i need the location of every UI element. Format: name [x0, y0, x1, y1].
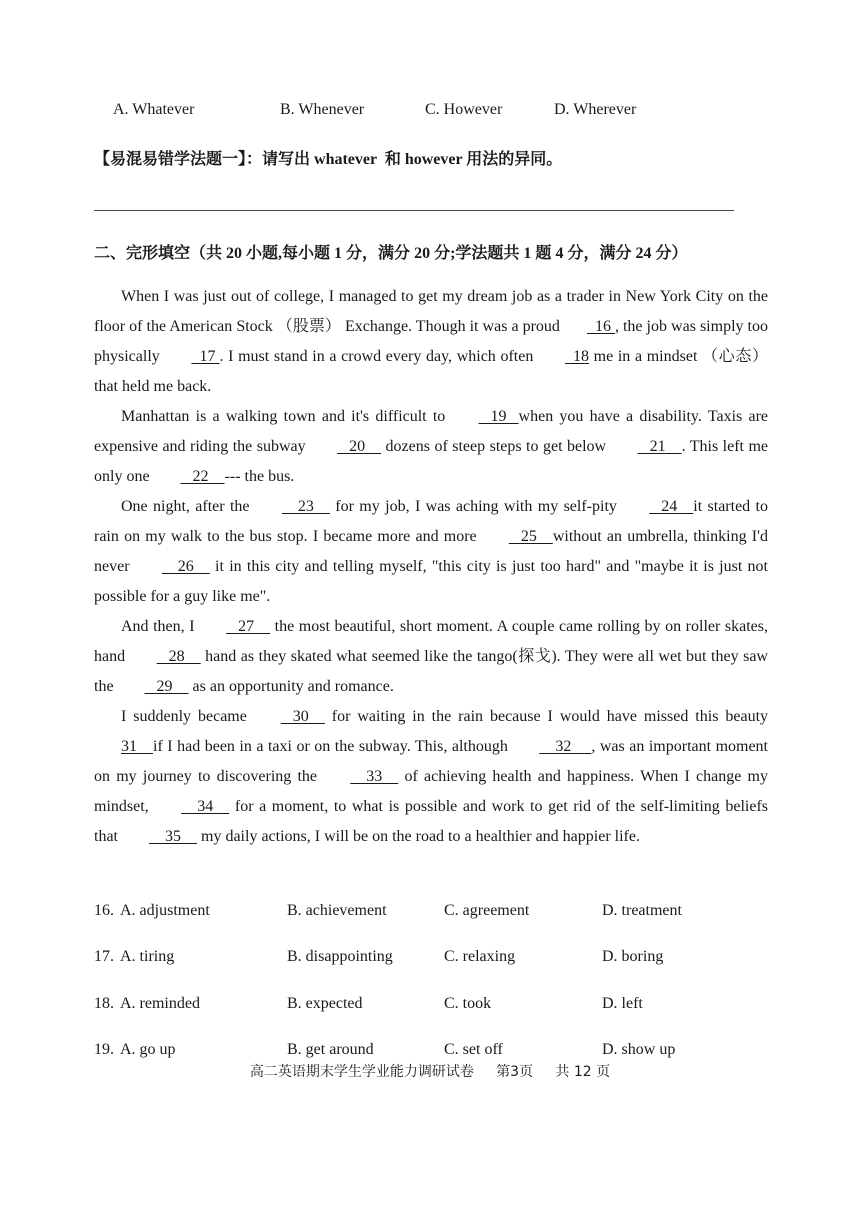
passage-text: for a moment, to what is possible and work to get rid of the self-limiting beliefs that: [94, 798, 768, 845]
sec-num-2: 1: [334, 245, 343, 262]
sec-text-1: 二、完形填空（共: [94, 245, 227, 262]
passage-text: Manhattan is a walking town and it's difficult to: [121, 408, 452, 425]
study-method-title: [94, 146, 562, 169]
passage-text: And then, I: [121, 618, 200, 635]
study-title-mid: 和: [376, 151, 405, 168]
question-16: [94, 902, 794, 924]
blank-23[interactable]: 23: [281, 498, 330, 515]
sec-num-4: 1: [523, 245, 532, 262]
option-b[interactable]: B. disappointing: [287, 948, 393, 965]
option-d: D. Wherever: [554, 101, 637, 118]
option-b[interactable]: B. achievement: [287, 902, 387, 919]
sec-text-8: 分，满分: [563, 245, 636, 262]
passage-text: . This left me only one: [94, 438, 768, 485]
sec-num-6: 24: [635, 245, 652, 262]
total-label-suffix: 页: [596, 1064, 611, 1080]
passage-text: dozens of steep steps to get below: [381, 438, 611, 455]
blank-24[interactable]: 24: [649, 498, 694, 515]
passage-text: I suddenly became: [121, 708, 254, 725]
option-d[interactable]: D. treatment: [602, 902, 682, 919]
page-label-suffix: 页: [519, 1064, 534, 1080]
option-d[interactable]: D. show up: [602, 1041, 676, 1058]
blank-34[interactable]: 34: [181, 798, 230, 815]
total-label: 共: [555, 1064, 570, 1080]
option-a[interactable]: A. go up: [120, 1041, 176, 1058]
passage-text: it started to rain on my walk to the bus stop. I became more and more: [94, 498, 768, 545]
passage-paragraph-4: [94, 612, 768, 702]
sec-text-5: 分: [430, 245, 451, 262]
exam-name: 高二英语期末学生学业能力调研试卷: [249, 1064, 474, 1080]
total-pages: 12: [573, 1064, 592, 1080]
passage-text: when you have a disability. Taxis are expensive and riding the subway: [94, 408, 768, 455]
option-b[interactable]: B. expected: [287, 995, 363, 1012]
blank-22[interactable]: 22: [180, 468, 225, 485]
passage-text: , the job was simply too physically: [94, 318, 769, 365]
passage-text: of achieving health and happiness. When I change my mindset,: [94, 768, 768, 815]
blank-18[interactable]: 18: [565, 348, 589, 365]
study-title-prefix: 【易混易错学法题一】：请写出: [94, 151, 315, 168]
blank-26[interactable]: 26: [161, 558, 210, 575]
passage-text: When I was just out of college, I managed to get my dream job as a trader in New York City on the floor of the American Stock （股票） Exchange. Though it was a proud: [94, 288, 768, 335]
blank-30[interactable]: 30: [280, 708, 325, 725]
blank-27[interactable]: 27: [226, 618, 271, 635]
page-number: 3: [510, 1064, 520, 1080]
sec-text-2: 小题: [242, 245, 279, 262]
study-title-word-1: whatever: [314, 151, 377, 168]
question-number: 19.: [94, 1041, 114, 1058]
option-d[interactable]: D. left: [602, 995, 643, 1012]
sec-num-5: 4: [555, 245, 564, 262]
option-c[interactable]: C. relaxing: [444, 948, 516, 965]
option-a[interactable]: A. reminded: [120, 995, 200, 1012]
sec-num-3: 20: [414, 245, 431, 262]
passage-paragraph-1: [94, 282, 768, 402]
blank-20[interactable]: 20: [337, 438, 382, 455]
passage-text: for waiting in the rain because I would have missed this beauty: [324, 708, 769, 725]
blank-21[interactable]: 21: [637, 438, 682, 455]
answer-line[interactable]: [94, 210, 734, 211]
passage-text: if I had been in a taxi or on the subway. This, although: [153, 738, 513, 755]
section-heading: [94, 240, 687, 263]
passage-paragraph-2: [94, 402, 768, 492]
blank-32[interactable]: 32: [539, 738, 592, 755]
option-d[interactable]: D. boring: [602, 948, 664, 965]
previous-question-options: [113, 101, 713, 121]
option-c: C. However: [425, 101, 503, 118]
option-c[interactable]: C. agreement: [444, 902, 530, 919]
option-b: B. Whenever: [280, 101, 365, 118]
blank-31[interactable]: 31: [121, 738, 153, 755]
passage-text: it in this city and telling myself, "this city is just too hard" and "maybe it is just not possible for a guy like me".: [94, 558, 769, 605]
passage-text: . I must stand in a crowd every day, which often: [219, 348, 538, 365]
blank-29[interactable]: 29: [144, 678, 189, 695]
page-label: 第: [496, 1064, 511, 1080]
sec-text-7: 题: [531, 245, 556, 262]
blank-17[interactable]: 17: [191, 348, 220, 365]
question-number: 18.: [94, 995, 114, 1012]
blank-33[interactable]: 33: [350, 768, 399, 785]
blank-28[interactable]: 28: [156, 648, 201, 665]
passage-text: One night, after the: [121, 498, 255, 515]
passage-text: , was an important moment on my journey to discovering the: [94, 738, 769, 785]
passage-text: as an opportunity and romance.: [188, 678, 394, 695]
sec-text-3: ,每小题: [278, 245, 335, 262]
cloze-passage: [94, 282, 768, 852]
blank-25[interactable]: 25: [508, 528, 553, 545]
question-17: [94, 948, 794, 970]
question-number: 16.: [94, 902, 114, 919]
passage-paragraph-5: [94, 702, 768, 852]
option-a: A. Whatever: [113, 101, 195, 118]
blank-16[interactable]: 16: [586, 318, 615, 335]
passage-text: --- the bus.: [224, 468, 295, 485]
study-title-suffix: 用法的异同。: [462, 151, 563, 168]
passage-paragraph-3: [94, 492, 768, 612]
passage-text: my daily actions, I will be on the road to a healthier and happier life.: [197, 828, 640, 845]
passage-text: me in a mindset （心态） that held me back.: [94, 348, 769, 395]
option-a[interactable]: A. tiring: [120, 948, 175, 965]
sec-text-9: 分）: [651, 245, 688, 262]
blank-35[interactable]: 35: [149, 828, 197, 845]
passage-text: without an umbrella, thinking I'd never: [94, 528, 769, 575]
option-b[interactable]: B. get around: [287, 1041, 374, 1058]
passage-text: for my job, I was aching with my self-pity: [329, 498, 623, 515]
option-c[interactable]: C. took: [444, 995, 492, 1012]
passage-text: the most beautiful, short moment. A couple came rolling by on roller skates, hand: [94, 618, 768, 665]
option-a[interactable]: A. adjustment: [120, 902, 210, 919]
page-footer: [0, 1061, 860, 1081]
sec-num-1: 20: [226, 245, 243, 262]
question-number: 17.: [94, 948, 114, 965]
question-19: [94, 1041, 794, 1063]
option-c[interactable]: C. set off: [444, 1041, 503, 1058]
passage-text: hand as they skated what seemed like the tango(探戈). They were all wet but they saw the: [94, 648, 768, 695]
sec-text-6: ;学法题共: [450, 245, 524, 262]
question-18: [94, 995, 794, 1017]
study-title-word-2: however: [404, 151, 463, 168]
blank-19[interactable]: 19: [478, 408, 519, 425]
sec-text-4: 分，满分: [342, 245, 415, 262]
